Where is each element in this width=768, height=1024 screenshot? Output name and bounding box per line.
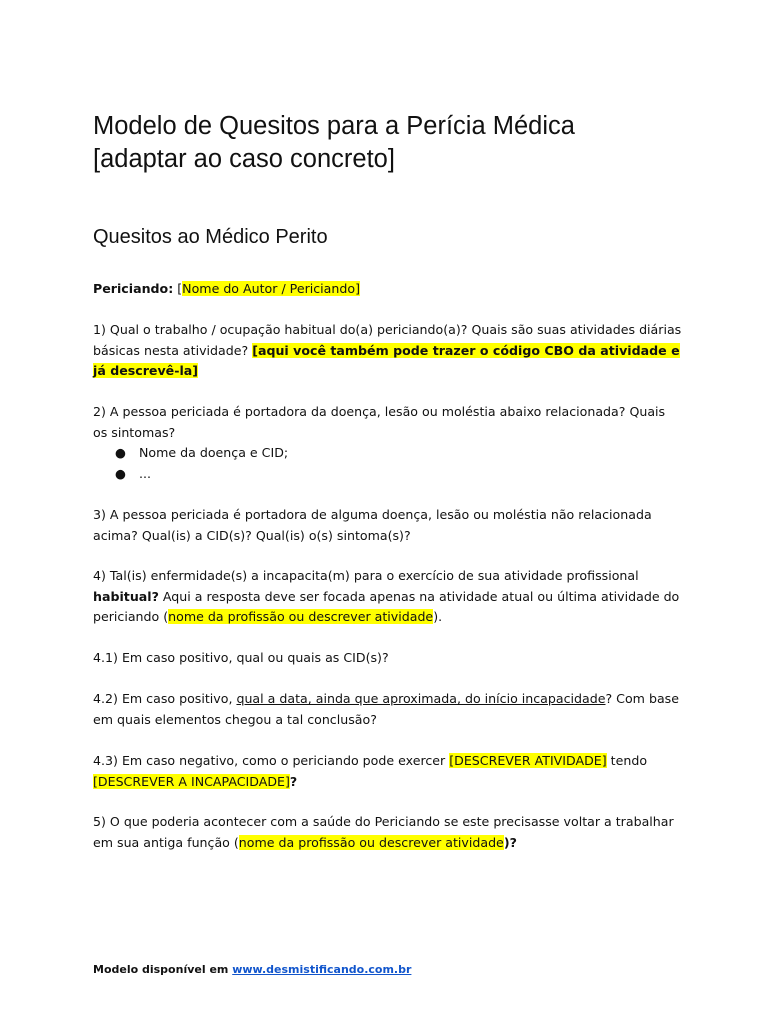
footer-link[interactable]: www.desmistificando.com.br	[232, 963, 412, 976]
list-item	[93, 443, 288, 464]
bullet-icon: ●	[115, 445, 126, 460]
question-4-3-text-2: tendo	[606, 753, 648, 768]
question-2: 2) A pessoa periciada é portadora da doença, lesão ou moléstia abaixo relacionada? Quais os sintomas?	[93, 404, 666, 440]
question-4-3-text: 4.3) Em caso negativo, como o periciando pode exercer	[93, 753, 450, 768]
question-4-1: 4.1) Em caso positivo, qual ou quais as CID(s)?	[93, 650, 389, 665]
question-5-end: )?	[503, 834, 517, 850]
footer-text: Modelo disponível em	[93, 963, 233, 976]
question-5-text: 5) O que poderia acontecer com a saúde do Periciando se este precisasse voltar a trabalhar em sua antiga função (	[93, 814, 674, 850]
question-1-note: [aqui você também pode trazer o código CBO da atividade e já descrevê-la]	[93, 342, 680, 378]
question-4-end: ).	[433, 609, 443, 624]
question-4-3-highlight-2: [DESCREVER A INCAPACIDADE]	[93, 773, 290, 789]
question-4-bold: habitual?	[93, 588, 159, 604]
footer	[93, 962, 411, 978]
question-4-text-2: Aqui a resposta deve ser focada apenas na atividade atual ou última atividade do periciando (	[93, 588, 680, 624]
list-item-text: Nome da doença e CID;	[139, 445, 289, 460]
bullet-icon: ●	[115, 465, 126, 481]
document-title	[93, 110, 693, 176]
question-4-highlight: nome da profissão ou descrever atividade	[168, 609, 434, 624]
question-2-list	[93, 443, 288, 484]
section-heading: Quesitos ao Médico Perito	[93, 226, 328, 248]
periciando-value: Nome do Autor / Periciando]	[182, 281, 360, 296]
question-1-text: 1) Qual o trabalho / ocupação habitual do(a) periciando(a)? Quais são suas atividades diárias básicas nesta atividade?	[93, 322, 682, 358]
list-item	[93, 464, 288, 485]
question-4-2-text-2: ? Com base em quais elementos chegou a tal conclusão?	[93, 691, 679, 727]
list-item-text: ...	[139, 465, 152, 481]
periciando-bracket: [	[173, 281, 183, 296]
question-5-highlight: nome da profissão ou descrever atividade	[238, 834, 504, 850]
question-4-text: 4) Tal(is) enfermidade(s) a incapacita(m) para o exercício de sua atividade profissional	[93, 568, 639, 583]
question-4-2-underline: qual a data, ainda que aproximada, do início incapacidade	[236, 691, 606, 706]
question-4-3-end: ?	[289, 773, 298, 789]
question-1	[93, 320, 683, 382]
question-4-3	[93, 751, 683, 792]
periciando-line	[93, 279, 683, 300]
question-3: 3) A pessoa periciada é portadora de alguma doença, lesão ou moléstia não relacionada acima? Qual(is) a CID(s)? Qual(is) o(s) sintoma(s)?	[93, 507, 652, 543]
question-4	[93, 566, 683, 628]
title-line-2: [adaptar ao caso concreto]	[93, 145, 395, 173]
title-line-1: Modelo de Quesitos para a Perícia Médica	[93, 112, 575, 140]
question-5	[93, 812, 683, 853]
question-4-2-text: 4.2) Em caso positivo,	[93, 691, 237, 706]
question-4-3-highlight-1: [DESCREVER ATIVIDADE]	[449, 753, 607, 768]
periciando-label: Periciando:	[93, 281, 174, 296]
question-4-2	[93, 689, 683, 730]
